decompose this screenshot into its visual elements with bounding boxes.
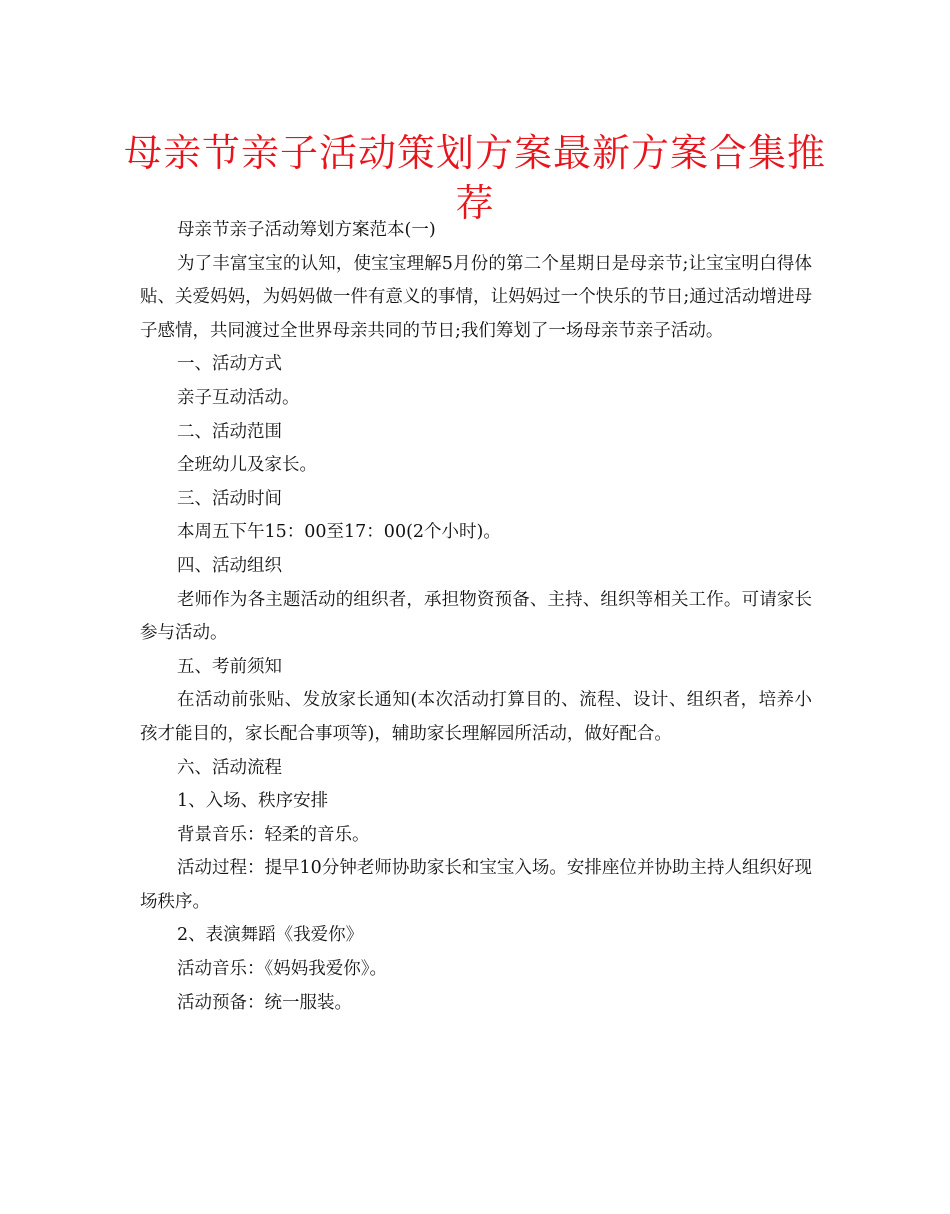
text-activity-mode: 亲子互动活动。 — [177, 387, 300, 408]
heading-activity-scope: 二、活动范围 — [177, 421, 282, 442]
text-activity-organization: 老师作为各主题活动的组织者，承担物资预备、主持、组织等相关工作。可请家长参与活动。 — [140, 589, 812, 644]
heading-activity-mode: 一、活动方式 — [177, 354, 282, 375]
text-activity-scope: 全班幼儿及家长。 — [177, 455, 317, 476]
flow-step-1-process: 活动过程：提早10分钟老师协助家长和宝宝入场。安排座位并协助主持人组织好现场秩序。 — [140, 858, 812, 912]
document-title: 母亲节亲子活动策划方案最新方案合集推荐 — [123, 131, 826, 225]
heading-activity-organization: 四、活动组织 — [177, 555, 282, 576]
document-body — [140, 214, 812, 1020]
section-heading-sample: 母亲节亲子活动筹划方案范本(一) — [177, 220, 436, 240]
flow-step-1-heading: 1、入场、秩序安排 — [177, 791, 329, 812]
intro-paragraph: 为了丰富宝宝的认知，使宝宝理解5月份的第二个星期日是母亲节;让宝宝明白得体贴、关爱妈妈，为妈妈做一件有意义的事情，让妈妈过一个快乐的节日;通过活动增进母子感情，共同渡过全世界母亲共同的节日;我们筹划了一场母亲节亲子活动。 — [140, 253, 812, 341]
heading-activity-flow: 六、活动流程 — [177, 757, 282, 778]
text-notes: 在活动前张贴、发放家长通知(本次活动打算目的、流程、设计、组织者，培养小孩才能目的，家长配合事项等)，辅助家长理解园所活动，做好配合。 — [140, 690, 812, 744]
flow-step-1-music: 背景音乐：轻柔的音乐。 — [177, 824, 370, 845]
text-activity-time: 本周五下午15：00至17：00(2个小时)。 — [177, 522, 501, 543]
flow-step-2-preparation: 活动预备：统一服装。 — [177, 992, 352, 1013]
heading-activity-time: 三、活动时间 — [177, 488, 282, 509]
heading-notes: 五、考前须知 — [177, 656, 282, 677]
flow-step-2-heading: 2、表演舞蹈《我爱你》 — [177, 925, 364, 946]
flow-step-2-music: 活动音乐：《妈妈我爱你》。 — [177, 959, 387, 980]
